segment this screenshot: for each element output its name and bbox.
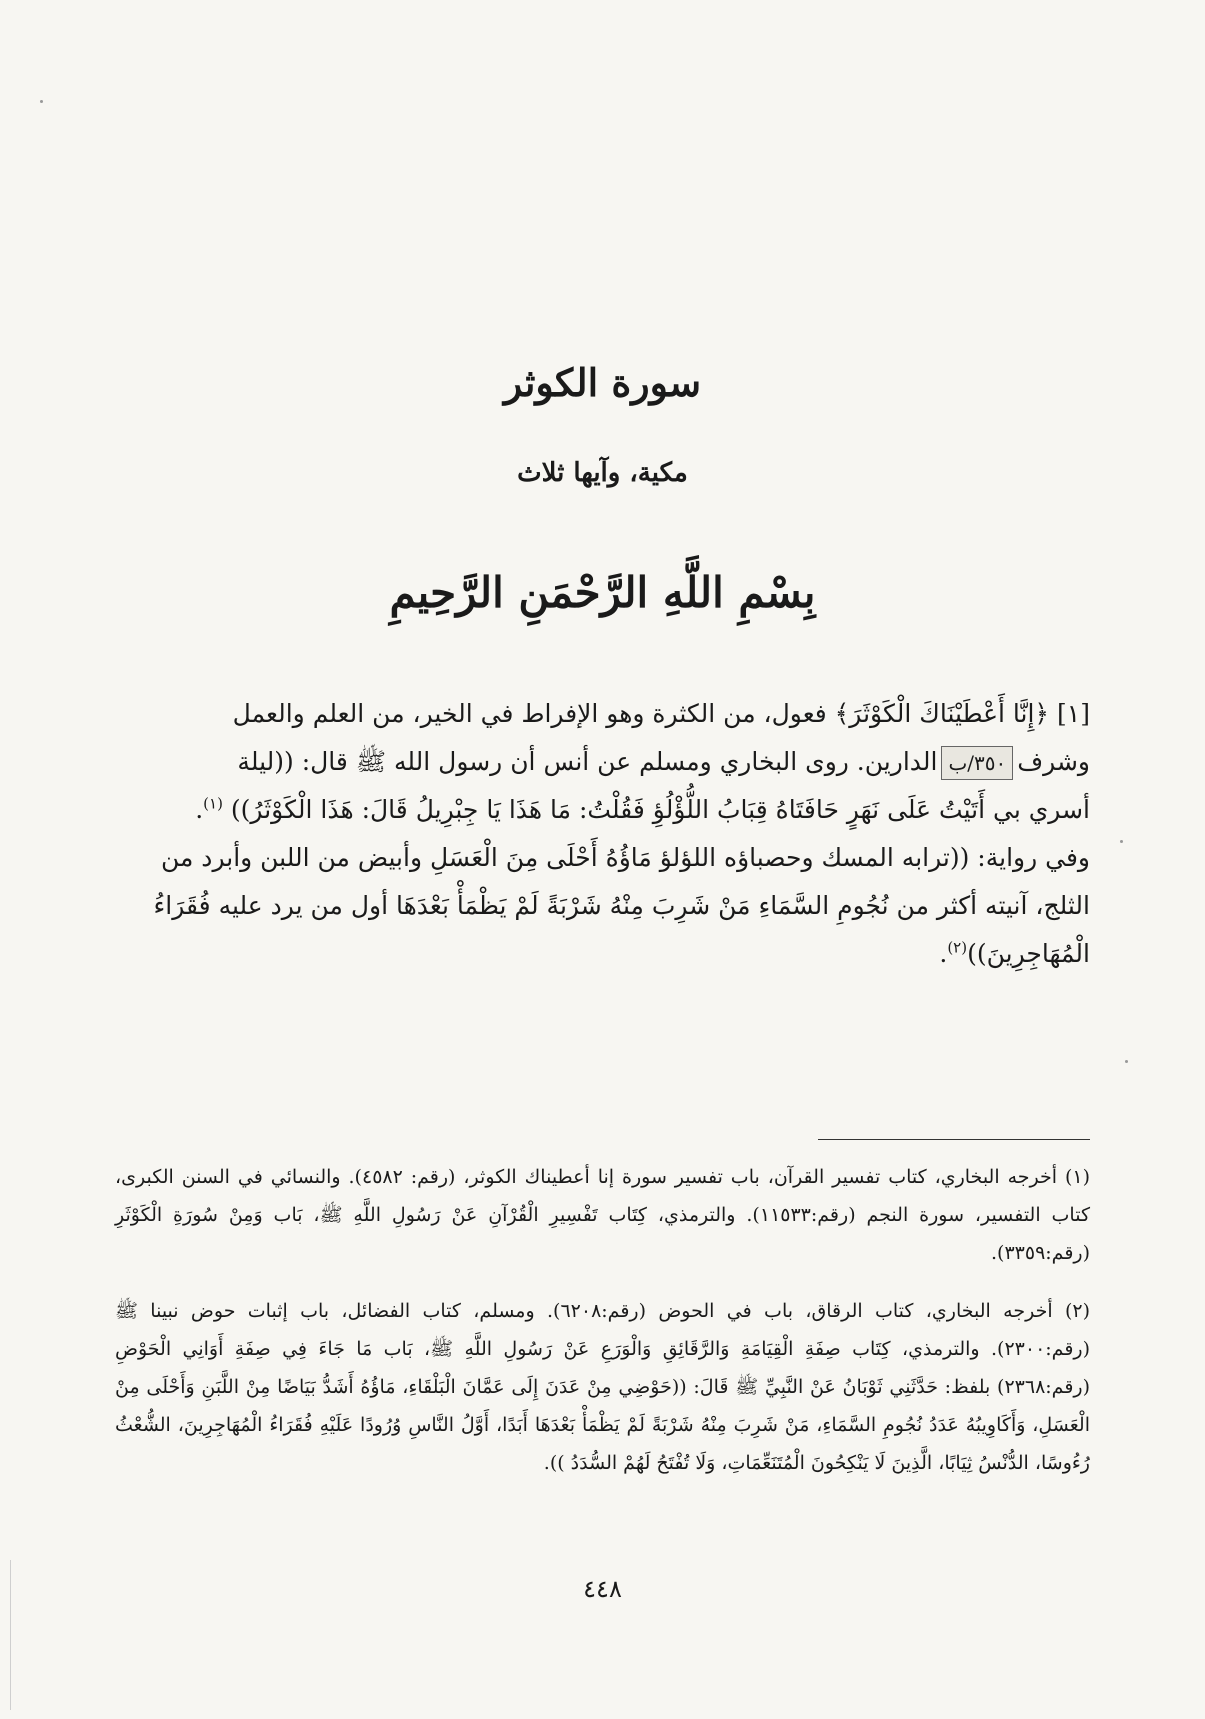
text-line	[115, 834, 1090, 882]
footnotes	[115, 1158, 1090, 1502]
manuscript-folio-ref: ٣٥٠/ب	[941, 746, 1013, 780]
text-line: أسري بي أَتَيْتُ عَلَى نَهَرٍ حَافَتَاهُ قِبَابُ اللُّؤْلُؤِ فَقُلْتُ: مَا هَذَا يَا جِبْرِيلُ قَالَ: هَذَا الْكَوْثَرُ)) $^{(١)}$.	[195, 794, 1090, 824]
basmala: بِسْمِ اللَّهِ الرَّحْمَنِ الرَّحِيمِ	[389, 568, 816, 617]
line-text: أسري بي أَتَيْتُ عَلَى نَهَرٍ حَافَتَاهُ قِبَابُ اللُّؤْلُؤِ فَقُلْتُ: مَا هَذَا يَا جِبْرِيلُ قَالَ: هَذَا الْكَوْثَرُ))	[230, 795, 1090, 824]
surah-subtitle: مكية، وآيها ثلاث	[517, 458, 688, 488]
line-text: الثلج، آنيته أكثر من نُجُومِ السَّمَاءِ مَنْ شَرِبَ مِنْهُ شَرْبَةً لَمْ يَظْمَأْ بَعْدَهَا أول من يرد عليه فُقَرَاءُ	[153, 891, 1090, 920]
text-line	[115, 882, 1090, 930]
footnote-divider	[818, 1139, 1090, 1140]
footnote-2: (٢) أخرجه البخاري، كتاب الرقاق، باب في الحوض (رقم:٦٢٠٨). ومسلم، كتاب الفضائل، باب إثبات حوض نبينا ﷺ (رقم:٢٣٠٠). والترمذي، كِتَاب صِفَةِ الْقِيَامَةِ وَالرَّقَائِقِ وَالْوَرَعِ عَنْ رَسُولِ اللَّهِ ﷺ، بَاب مَا جَاءَ فِي صِفَةِ أَوَانِي الْحَوْضِ (رقم:٢٣٦٨) بلفظ: حَدَّثَنِي ثَوْبَانُ عَنْ النَّبِيِّ ﷺ قَالَ: ((حَوْضِي مِنْ عَدَنَ إِلَى عَمَّانَ الْبَلْقَاءِ، مَاؤُهُ أَشَدُّ بَيَاضًا مِنْ اللَّبَنِ وَأَحْلَى مِنْ الْعَسَلِ، وَأَكَاوِيبُهُ عَدَدُ نُجُومِ السَّمَاءِ، مَنْ شَرِبَ مِنْهُ شَرْبَةً لَمْ يَظْمَأْ بَعْدَهَا أَبَدًا، أَوَّلُ النَّاسِ وُرُودًا عَلَيْهِ فُقَرَاءُ الْمُهَاجِرِينَ، الشُّعْثُ رُءُوسًا، الدُّنْسُ ثِيَابًا، الَّذِينَ لَا يَنْكِحُونَ الْمُتَنَعِّمَاتِ، وَلَا تُفْتَحُ لَهُمْ السُّدَدُ )).	[115, 1300, 1090, 1474]
scan-speck	[40, 100, 43, 103]
line-text: الدارين. روى البخاري ومسلم عن أنس أن رسول الله ﷺ قال: ((ليلة	[237, 747, 938, 776]
scan-speck	[1125, 1060, 1128, 1063]
footnote-ref[interactable]: (٢)	[947, 938, 968, 957]
commentary-paragraph	[115, 690, 1090, 978]
page-number: ٤٤٨	[583, 1575, 622, 1603]
footnote-1: (١) أخرجه البخاري، كتاب تفسير القرآن، باب تفسير سورة إنا أعطيناك الكوثر، (رقم: ٤٥٨٢). والنسائي في السنن الكبرى، كتاب التفسير، سورة النجم (رقم:١١٥٣٣). والترمذي، كِتَاب تَفْسِيرِ الْقُرْآنِ عَنْ رَسُولِ اللَّهِ ﷺ، بَاب وَمِنْ سُورَةِ الْكَوْثَرِ (رقم:٣٣٥٩).	[115, 1166, 1090, 1264]
text-line: الْمُهَاجِرِينَ))$^{(٢)}$.	[939, 938, 1090, 968]
surah-title: سورة الكوثر	[503, 360, 702, 405]
line-text: وشرف	[1017, 747, 1090, 776]
text-line	[115, 690, 1090, 738]
text-line	[115, 738, 1090, 786]
scan-speck	[1120, 840, 1123, 843]
footnote-ref[interactable]: (١)	[203, 794, 223, 813]
verse-number: [١]	[1057, 699, 1090, 728]
line-text: الْمُهَاجِرِينَ))	[967, 939, 1090, 968]
line-text: وفي رواية: ((ترابه المسك وحصباؤه اللؤلؤ مَاؤُهُ أَحْلَى مِنَ الْعَسَلِ وأبيض من اللبن وأبرد من	[160, 843, 1090, 872]
line-text: ﴿إِنَّا أَعْطَيْنَاكَ الْكَوْثَرَ﴾ فعول، من الكثرة وهو الإفراط في الخير، من العلم والعمل	[232, 699, 1050, 728]
